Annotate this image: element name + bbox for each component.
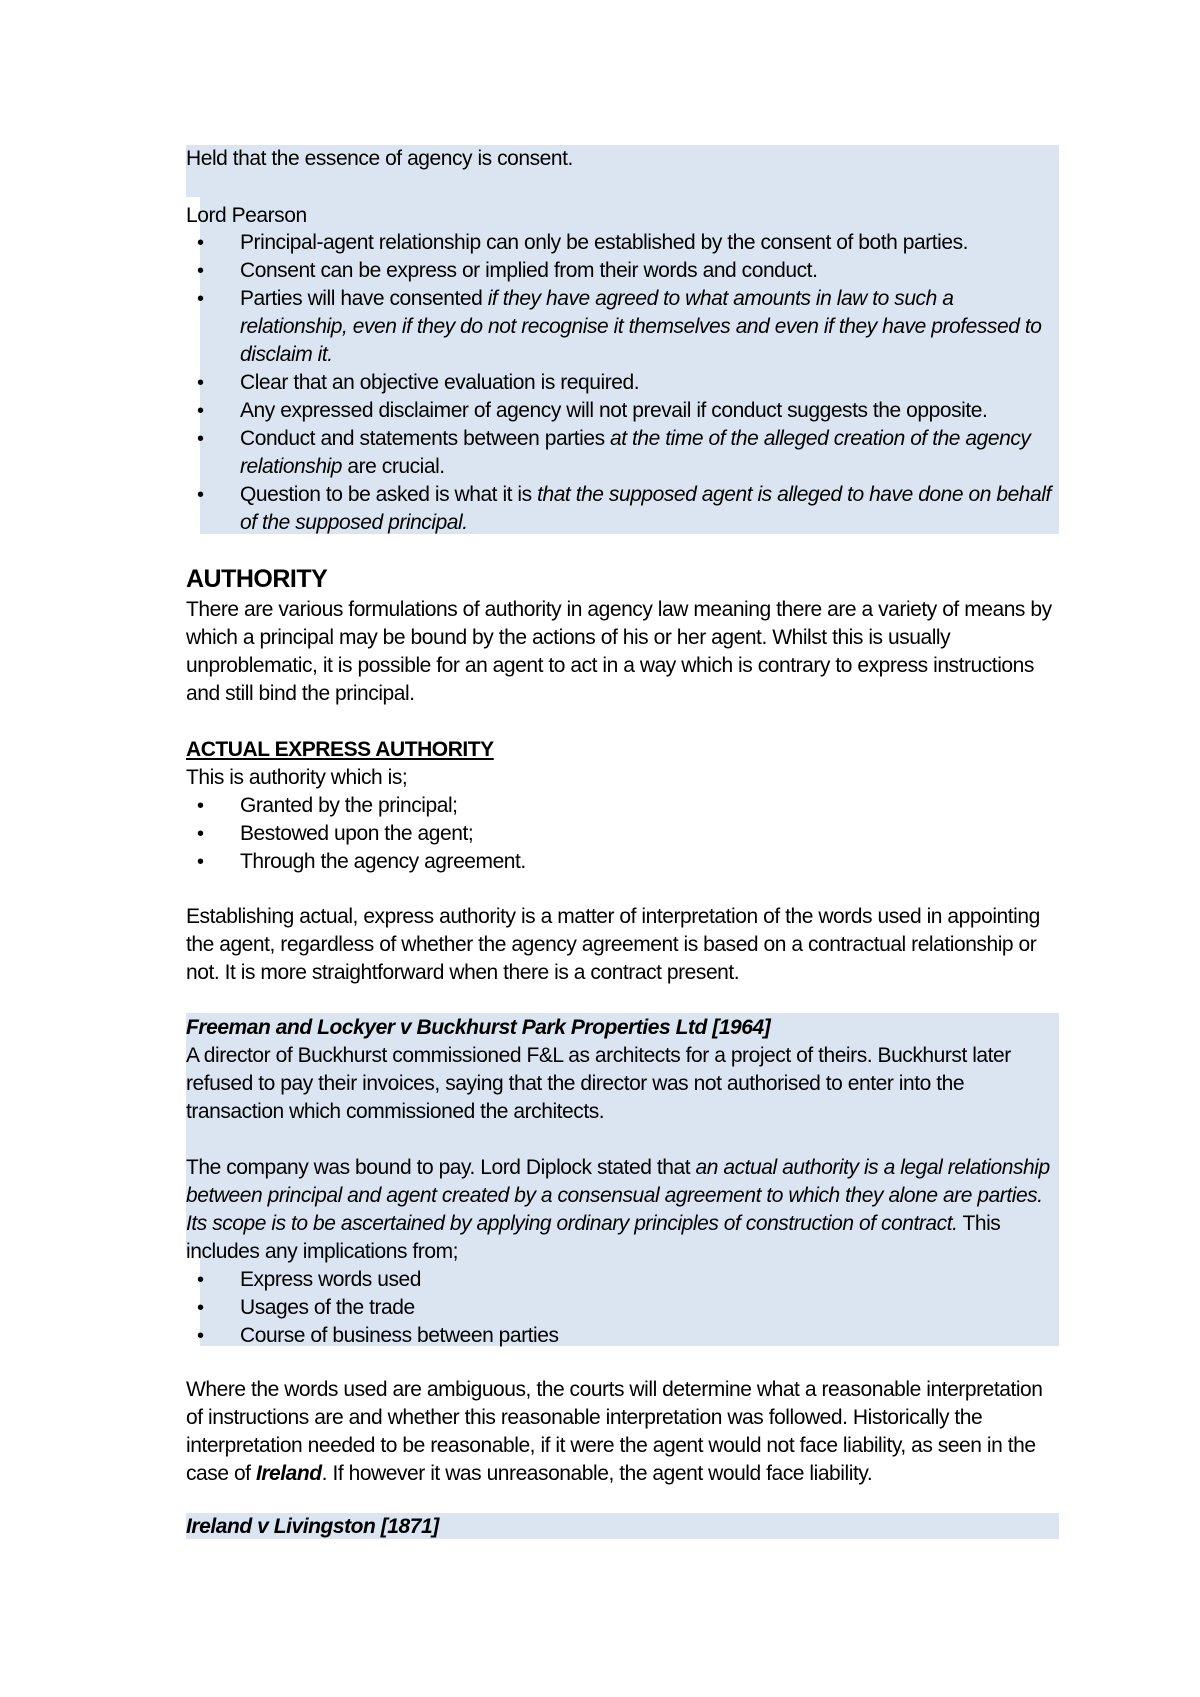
case-title-freeman: Freeman and Lockyer v Buckhurst Park Properties Ltd [1964] bbox=[186, 1016, 771, 1039]
paragraph-line: This is authority which is; bbox=[186, 766, 408, 789]
paragraph-line: between principal and agent created by a consensual agreement to which they alone are parties. bbox=[186, 1184, 1043, 1207]
list-item-continued: of the supposed principal. bbox=[240, 511, 468, 534]
bullet-icon: • bbox=[197, 400, 205, 422]
held-text: Held that the essence of agency is consent. bbox=[186, 147, 573, 170]
paragraph-line: not. It is more straightforward when there is a contract present. bbox=[186, 961, 740, 984]
list-item: Course of business between parties bbox=[240, 1324, 559, 1347]
paragraph-line: unproblematic, it is possible for an agent to act in a way which is contrary to express instructions bbox=[186, 654, 1034, 677]
paragraph-line: Its scope is to be ascertained by applying ordinary principles of construction of contract. This bbox=[186, 1212, 1001, 1235]
paragraph-line: includes any implications from; bbox=[186, 1240, 459, 1263]
bullet-icon: • bbox=[197, 851, 205, 873]
bullet-icon: • bbox=[197, 1325, 205, 1347]
bullet-icon: • bbox=[197, 428, 205, 450]
judge-name: Lord Pearson bbox=[186, 204, 307, 227]
list-item: Bestowed upon the agent; bbox=[240, 822, 474, 845]
paragraph-line: A director of Buckhurst commissioned F&L as architects for a project of theirs. Buckhurst later bbox=[186, 1044, 1011, 1067]
section-heading-authority: AUTHORITY bbox=[186, 565, 328, 593]
list-item: Conduct and statements between parties at the time of the alleged creation of the agency bbox=[240, 427, 1031, 450]
bullet-icon: • bbox=[197, 1269, 205, 1291]
paragraph-line: of instructions are and whether this reasonable interpretation was followed. Historically the bbox=[186, 1406, 983, 1429]
paragraph-line: The company was bound to pay. Lord Diplock stated that an actual authority is a legal relationship bbox=[186, 1156, 1050, 1179]
list-item: Parties will have consented if they have agreed to what amounts in law to such a bbox=[240, 287, 954, 310]
list-item: Granted by the principal; bbox=[240, 794, 458, 817]
case-summary-shading bbox=[186, 171, 1059, 197]
bullet-icon: • bbox=[197, 260, 205, 282]
bullet-icon: • bbox=[197, 372, 205, 394]
paragraph-line: Where the words used are ambiguous, the courts will determine what a reasonable interpretation bbox=[186, 1378, 1043, 1401]
subheading-actual-express-authority: ACTUAL EXPRESS AUTHORITY bbox=[186, 738, 494, 761]
paragraph-line: transaction which commissioned the architects. bbox=[186, 1100, 605, 1123]
list-item: Express words used bbox=[240, 1268, 421, 1291]
list-item: Usages of the trade bbox=[240, 1296, 415, 1319]
paragraph-line: the agent, regardless of whether the agency agreement is based on a contractual relationship or bbox=[186, 933, 1037, 956]
paragraph-line: which a principal may be bound by the actions of his or her agent. Whilst this is usually bbox=[186, 626, 951, 649]
list-item: Principal-agent relationship can only be established by the consent of both parties. bbox=[240, 231, 969, 254]
bullet-icon: • bbox=[197, 484, 205, 506]
case-reference-ireland: Ireland bbox=[255, 1462, 322, 1485]
list-item: Any expressed disclaimer of agency will not prevail if conduct suggests the opposite. bbox=[240, 399, 988, 422]
paragraph-line: refused to pay their invoices, saying that the director was not authorised to enter into the bbox=[186, 1072, 965, 1095]
paragraph-line: interpretation needed to be reasonable, if it were the agent would not face liability, as seen in the bbox=[186, 1434, 1036, 1457]
list-item-continued: relationship, even if they do not recognise it themselves and even if they have professed to bbox=[240, 315, 1042, 338]
bullet-icon: • bbox=[197, 795, 205, 817]
bullet-icon: • bbox=[197, 232, 205, 254]
case-title-ireland: Ireland v Livingston [1871] bbox=[186, 1515, 439, 1538]
bullet-icon: • bbox=[197, 288, 205, 310]
paragraph-line: Establishing actual, express authority is a matter of interpretation of the words used in appointing bbox=[186, 905, 1040, 928]
list-item: Question to be asked is what it is that the supposed agent is alleged to have done on behalf bbox=[240, 483, 1051, 506]
paragraph-line: and still bind the principal. bbox=[186, 682, 415, 705]
bullet-icon: • bbox=[197, 823, 205, 845]
list-item: Consent can be express or implied from their words and conduct. bbox=[240, 259, 818, 282]
list-item-continued: relationship are crucial. bbox=[240, 455, 445, 478]
paragraph-line: There are various formulations of authority in agency law meaning there are a variety of means by bbox=[186, 598, 1052, 621]
list-item: Through the agency agreement. bbox=[240, 850, 526, 873]
list-item-continued: disclaim it. bbox=[240, 343, 333, 366]
list-item: Clear that an objective evaluation is required. bbox=[240, 371, 640, 394]
bullet-icon: • bbox=[197, 1297, 205, 1319]
paragraph-line: case of Ireland. If however it was unreasonable, the agent would face liability. bbox=[186, 1462, 873, 1485]
